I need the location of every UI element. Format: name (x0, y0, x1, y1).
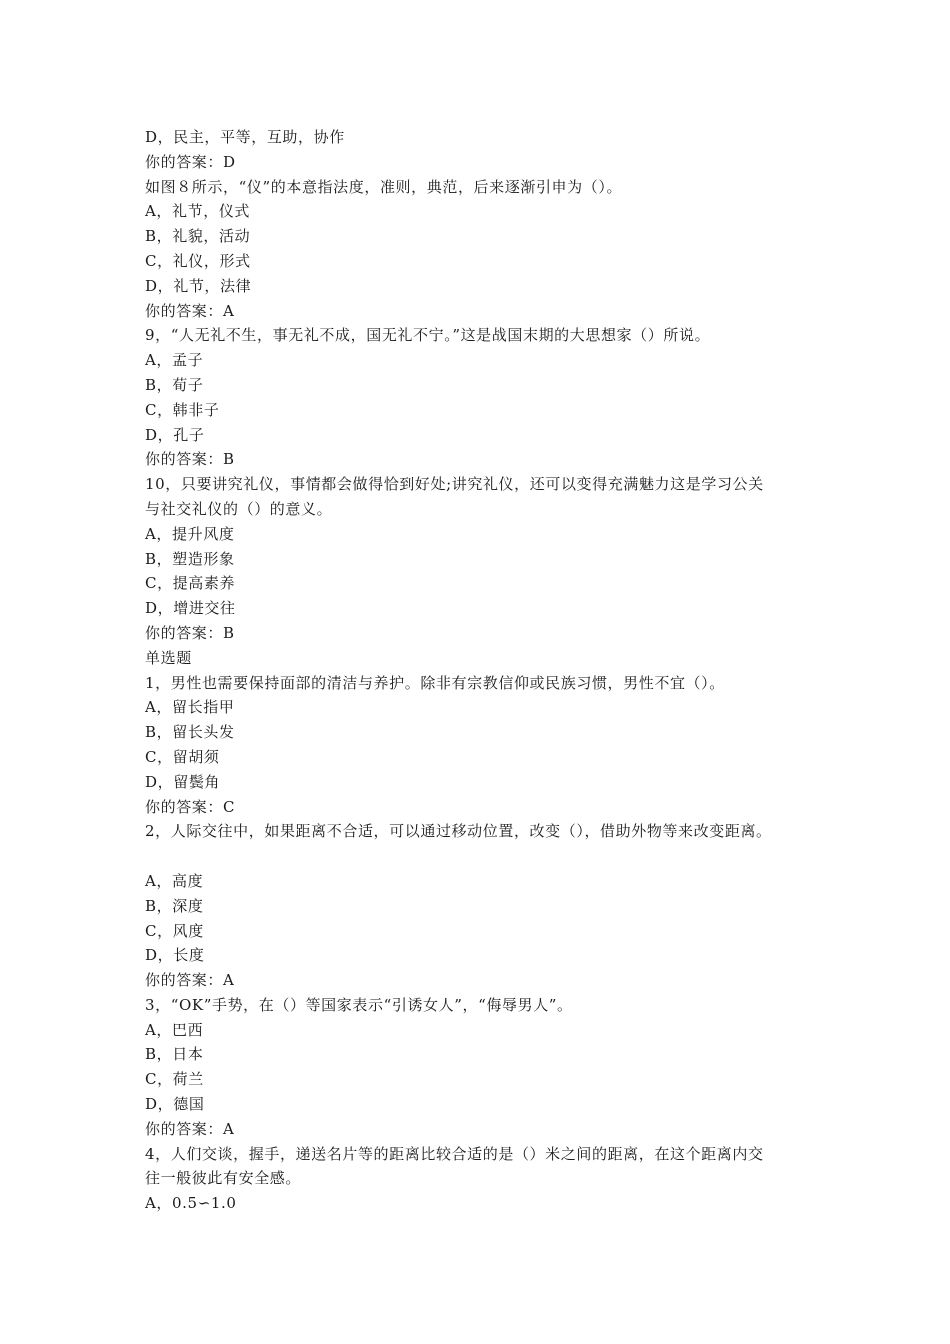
answer: 你的答案：B (145, 623, 235, 642)
option-b: B，留长头发 (145, 723, 235, 742)
question-10-line-1: 10，只要讲究礼仪，事情都会做得恰到好处;讲究礼仪，还可以变得充满魅力这是学习公关 (145, 475, 764, 494)
option-b: B，礼貌，活动 (145, 227, 251, 246)
option-d: D，孔子 (145, 425, 205, 444)
option-c: C，荷兰 (145, 1070, 204, 1089)
blank-line (145, 844, 825, 869)
option-b: B，日本 (145, 1045, 204, 1064)
option-d: D，德国 (145, 1095, 205, 1114)
option-b: B，深度 (145, 896, 204, 915)
section-heading: 单选题 (145, 648, 192, 667)
answer: 你的答案：A (145, 301, 235, 320)
option-a: A，孟子 (145, 351, 204, 370)
question-2: 2，人际交往中，如果距离不合适，可以通过移动位置，改变（），借助外物等来改变距离。 (145, 822, 772, 841)
option-c: C，韩非子 (145, 400, 220, 419)
option-a: A，提升风度 (145, 524, 235, 543)
question-9: 9，“人无礼不生，事无礼不成，国无礼不宁。”这是战国末期的大思想家（）所说。 (145, 326, 711, 345)
question-3: 3，“OK”手势，在（）等国家表示“引诱女人”，“侮辱男人”。 (145, 995, 573, 1014)
answer: 你的答案：B (145, 450, 235, 469)
option-a: A，留长指甲 (145, 698, 235, 717)
document-text (145, 125, 825, 1216)
option-a: A，巴西 (145, 1020, 204, 1039)
option-b: B，荀子 (145, 375, 204, 394)
answer: 你的答案：C (145, 797, 236, 816)
option-a: A，高度 (145, 871, 204, 890)
answer: 你的答案：A (145, 1119, 235, 1138)
option-c: C，礼仪，形式 (145, 251, 251, 270)
answer: 你的答案：A (145, 971, 235, 990)
question-4-line-1: 4，人们交谈，握手，递送名片等的距离比较合适的是（）米之间的距离，在这个距离内交 (145, 1144, 764, 1163)
question-1: 1，男性也需要保持面部的清洁与养护。除非有宗教信仰或民族习惯，男性不宜（）。 (145, 673, 725, 692)
question-10-line-2: 与社交礼仪的（）的意义。 (145, 499, 333, 518)
option-d: D，留鬓角 (145, 772, 221, 791)
question-4-line-2: 往一般彼此有安全感。 (145, 1169, 302, 1188)
option-c: C，提高素养 (145, 574, 236, 593)
option-d: D，礼节，法律 (145, 276, 252, 295)
option-a: A，礼节，仪式 (145, 202, 251, 221)
option-d-q8: D，民主，平等，互助，协作 (145, 128, 345, 146)
option-b: B，塑造形象 (145, 549, 235, 568)
option-c: C，风度 (145, 921, 204, 940)
question-yi-meaning: 如图８所示，“仪”的本意指法度，准则，典范，后来逐渐引申为（）。 (145, 177, 623, 196)
option-c: C，留胡须 (145, 747, 220, 766)
option-a: A，0.5∽1.0 (145, 1194, 237, 1213)
answer-q8: 你的答案：D (145, 152, 236, 171)
option-d: D，长度 (145, 946, 205, 965)
option-d: D，增进交往 (145, 599, 236, 618)
